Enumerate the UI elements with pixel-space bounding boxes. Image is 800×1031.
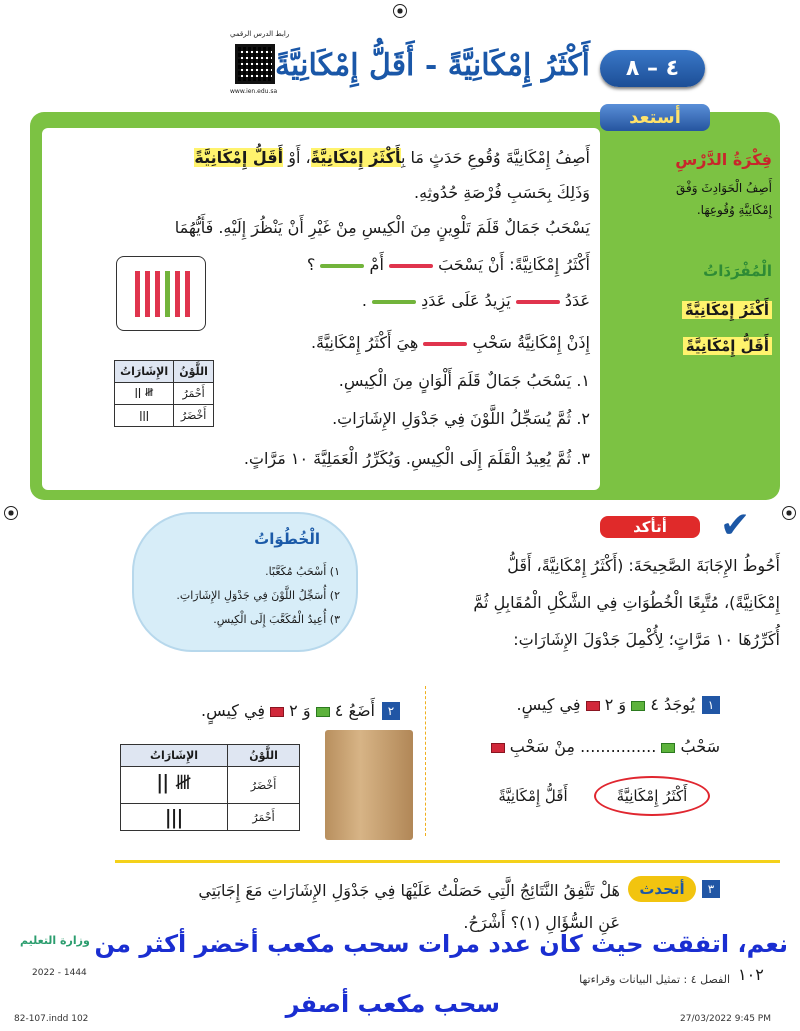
pencils-icon: [117, 257, 207, 332]
table-row: أَخْضَرُ ǀǀǀ: [115, 405, 214, 427]
green-cube-icon: [661, 743, 675, 753]
checkmark-icon: ✔: [720, 505, 751, 546]
file-timestamp: 27/03/2022 9:45 PM: [680, 1014, 771, 1024]
q1-option-less[interactable]: أَقَلُّ إِمْكَانِيَّةً: [498, 787, 568, 805]
green-pencil-icon: [320, 264, 364, 268]
istaed-line-2: وَذَلِكَ بِحَسَبِ فُرْصَةِ حُدُوثِهِ.: [413, 183, 590, 202]
istaed-tally-table: [114, 360, 214, 427]
cloud-step-3: ٣) أُعِيدُ الْمُكَعَّبَ إِلَى الْكِيسِ.: [213, 613, 340, 626]
vocab-item: أَكْثَرُ إِمْكَانِيَّةً: [612, 300, 772, 319]
vocab-item: أَقَلُّ إِمْكَانِيَّةً: [612, 336, 772, 355]
col-color-header: اللَّوْنُ: [228, 745, 300, 767]
ministry-logo-text: وزارة التعليم: [20, 934, 90, 947]
footer-year: 2022 - 1444: [32, 968, 87, 978]
taakad-instruction-3: أُكَرِّرُهَا ١٠ مَرَّاتٍ؛ لِأُكْمِلَ جَدْوَلَ الإِشَارَاتِ:: [513, 630, 780, 649]
red-pencil-icon: [516, 300, 560, 304]
col-tally-header: الإِشَارَاتُ: [115, 361, 174, 383]
istaed-line-3: يَسْحَبُ جَمَالٌ قَلَمَ تَلْوِينٍ مِنَ الْكِيسِ مِنْ غَيْرِ أَنْ يَنْظُرَ إِلَيْهِ. فَأَيُّهُمَا: [174, 218, 590, 237]
chapter-footer: الفصل ٤ : تمثيل البيانات وقراءتها: [579, 973, 730, 986]
istaed-step-1: ١. يَسْحَبُ جَمَالٌ قَلَمَ أَلْوَانٍ مِنَ الْكِيسِ.: [338, 371, 590, 390]
digital-link-label: رابط الدرس الرقمي: [230, 30, 290, 38]
registration-mark-icon: [782, 506, 796, 520]
cloud-step-1: ١) أَسْحَبُ مُكَعَّبًا.: [265, 565, 340, 578]
taakad-instruction-2: إِمْكَانِيَّةً)، مُتَّبِعًا الْخُطُوَاتِ فِي الشَّكْلِ الْمُقَابِلِ ثُمَّ: [473, 593, 780, 612]
red-cube-icon: [270, 707, 284, 717]
cloud-step-2: ٢) أُسَجِّلُ اللَّوْنَ فِي جَدْوَلِ الإِشَارَاتِ.: [176, 589, 340, 602]
pencils-image: [116, 256, 206, 331]
handwritten-answer-2: سحب مكعب أصفر: [285, 990, 500, 1018]
lesson-number-badge: ٤ – ٨: [600, 50, 705, 87]
istaed-line-4: أَكْثَرُ إِمْكَانِيَّةً: أَنْ يَسْحَبَ أَمْ ؟: [306, 255, 590, 274]
istaed-step-2: ٢. ثُمَّ يُسَجِّلُ اللَّوْنَ فِي جَدْوَلِ الإِشَارَاتِ.: [332, 409, 590, 428]
istaed-badge: أستعد: [600, 104, 710, 131]
taakad-badge: أتأكد: [600, 516, 700, 538]
divider: [425, 686, 426, 836]
col-tally-header: الإِشَارَاتُ: [121, 745, 228, 767]
red-pencil-icon: [423, 342, 467, 346]
cloud-title: الْخُطُوَاتُ: [254, 530, 320, 548]
registration-mark-icon: [4, 506, 18, 520]
lesson-idea-text-1: أَصِفُ الْحَوَادِثَ وَفْقَ: [675, 181, 772, 195]
q1-draw-line: سَحْبُ ............... مِنْ سَحْبِ: [440, 734, 720, 760]
q1-option-more[interactable]: أَكْثَرُ إِمْكَانِيَّةً: [616, 787, 688, 805]
q2-tally-table: [120, 744, 300, 831]
red-pencil-icon: [389, 264, 433, 268]
question-number: ١: [702, 696, 720, 714]
divider: [115, 860, 780, 863]
table-row: أَخْضَرُ ǀǀ 𝍸: [121, 767, 300, 804]
q3-line-1: هَلْ تَتَّفِقُ النَّتَائِجُ الَّتِي حَصَلْتُ عَلَيْهَا فِي جَدْوَلِ الإِشَارَاتِ مَعَ إِجَابَتِي: [198, 881, 620, 900]
lesson-idea-text-2: إِمْكَانِيَّةِ وُقُوعِهَا.: [696, 203, 772, 217]
istaed-line-1: أَصِفُ إِمْكَانِيَّةَ وُقُوعِ حَدَثٍ مَا بِأَكْثَرُ إِمْكَانِيَّةً، أَوْ أَقَلُّ إِمْكَانِيَّةً: [194, 148, 590, 167]
table-row: أَحْمَرُ ǀǀǀ: [121, 804, 300, 831]
vocab-title: الْمُفْرَدَاتُ: [703, 262, 772, 280]
green-cube-icon: [316, 707, 330, 717]
question-number: ٢: [382, 702, 400, 720]
paper-bag-image: [325, 730, 413, 840]
red-cube-icon: [586, 701, 600, 711]
red-cube-icon: [491, 743, 505, 753]
table-row: أَحْمَرُ ǀǀ 𝍸: [115, 383, 214, 405]
lesson-idea-title: فِكْرَةُ الدَّرْسِ: [675, 150, 772, 169]
istaed-step-3: ٣. ثُمَّ يُعِيدُ الْقَلَمَ إِلَى الْكِيسِ. وَيُكَرِّرُ الْعَمَلِيَّةَ ١٠ مَرَّاتٍ.: [243, 449, 590, 468]
istaed-line-5: عَدَدُ يَزِيدُ عَلَى عَدَدِ .: [361, 291, 590, 310]
registration-mark-icon: [393, 4, 407, 18]
green-pencil-icon: [372, 300, 416, 304]
col-color-header: اللَّوْنُ: [174, 361, 214, 383]
question-number: ٣: [702, 880, 720, 898]
site-url: www.ien.edu.sa: [230, 88, 278, 95]
istaed-line-6: إِذَنْ إِمْكَانِيَّةُ سَحْبِ هِيَ أَكْثَرُ إِمْكَانِيَّةً.: [310, 333, 590, 352]
taakad-instruction-1: أَحُوطُ الإِجَابَةَ الصَّحِيحَةَ: (أَكْثَرُ إِمْكَانِيَّةً، أَقَلُّ: [507, 556, 780, 575]
handwritten-answer-1: نعم، اتفقت حيث كان عدد مرات سحب مكعب أخضر أكثر من: [94, 930, 788, 958]
green-cube-icon: [631, 701, 645, 711]
page-title: أَكْثَرُ إِمْكَانِيَّةً - أَقَلُّ إِمْكَانِيَّةً: [274, 48, 590, 83]
page-number: ١٠٢: [738, 965, 764, 984]
q1-line: يُوجَدُ ٤ وَ ٢ فِي كِيسٍ.: [516, 695, 695, 714]
q2-line: أَضَعُ ٤ وَ ٢ فِي كِيسٍ.: [200, 701, 375, 720]
file-name: 82-107.indd 102: [14, 1014, 89, 1024]
q3-line-2: عَنِ السُّؤَالِ (١)؟ أَشْرَحُ.: [463, 913, 620, 932]
tahaddath-badge: أتحدث: [628, 876, 696, 902]
qr-code-icon[interactable]: [235, 44, 275, 84]
